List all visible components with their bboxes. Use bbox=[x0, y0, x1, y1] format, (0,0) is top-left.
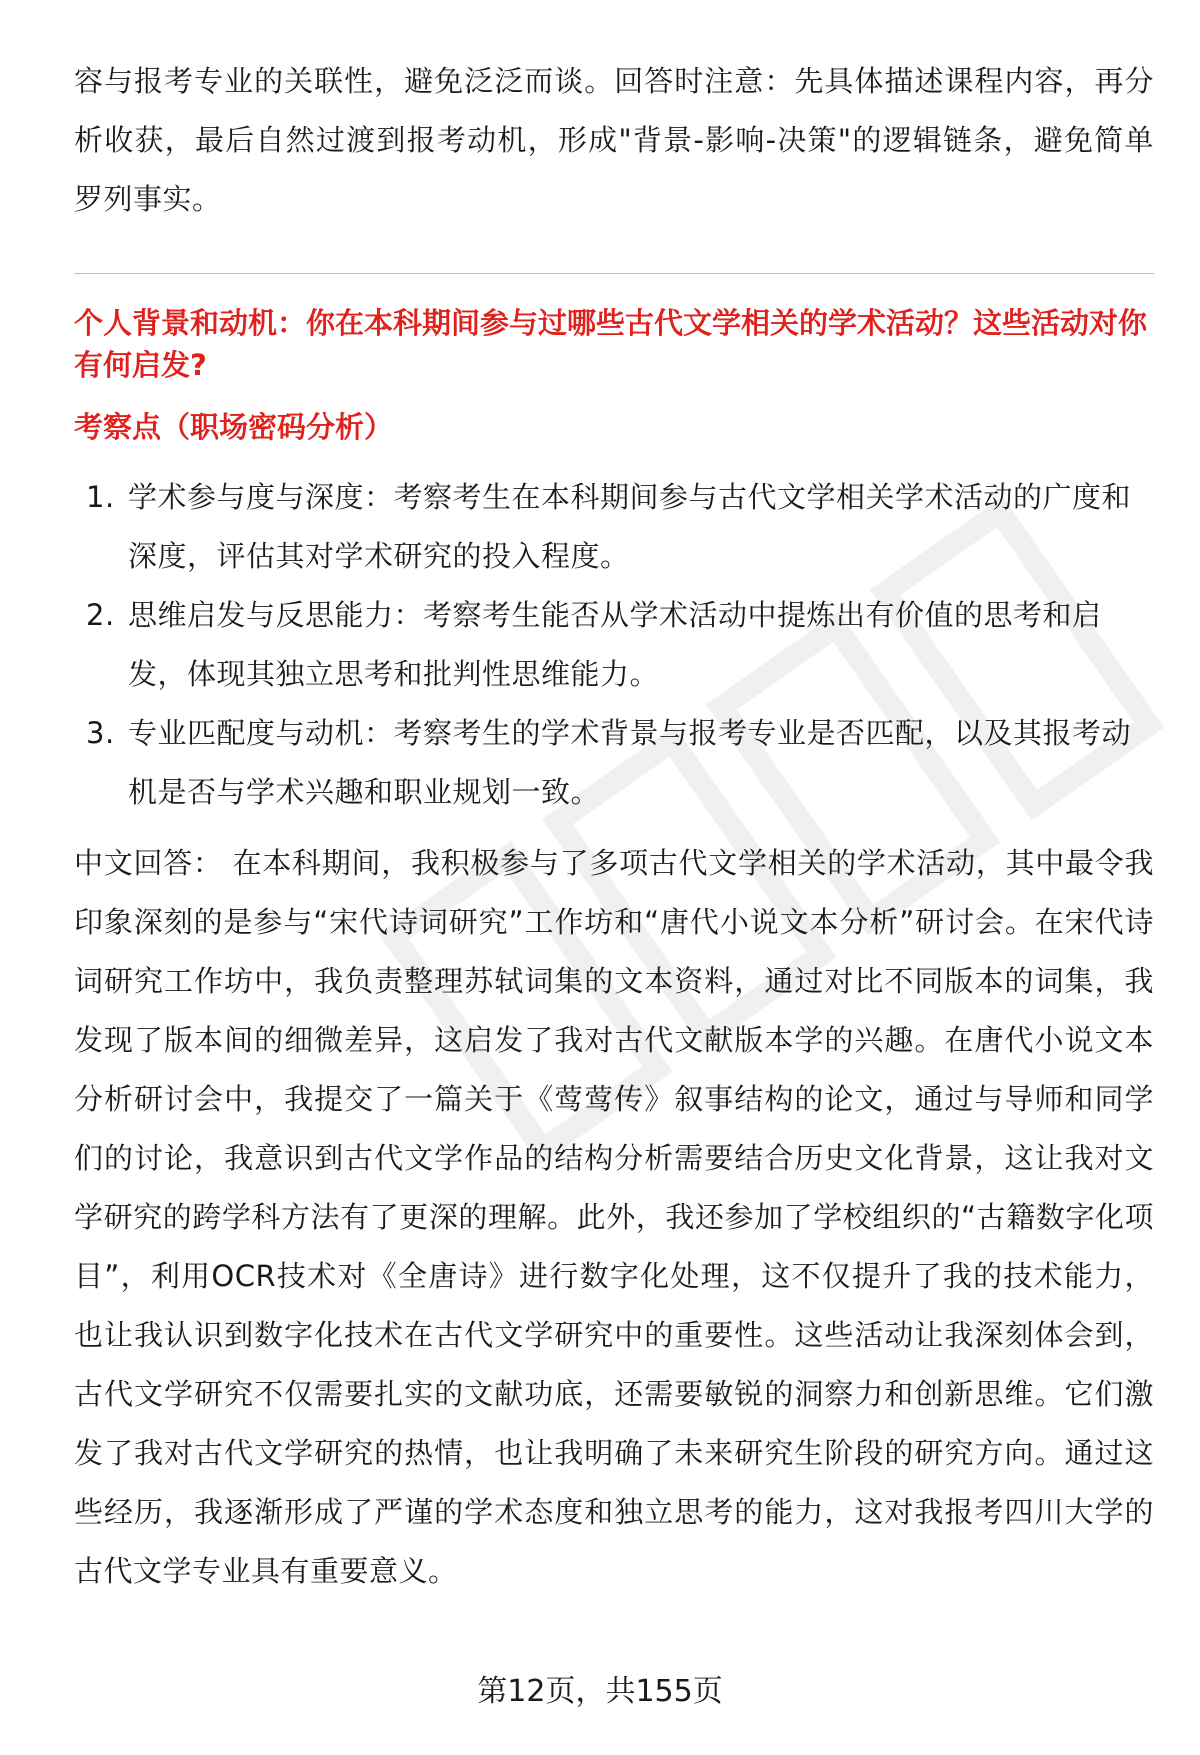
list-item-number: 1. bbox=[86, 480, 115, 514]
answer-paragraph: 中文回答： 在本科期间，我积极参与了多项古代文学相关的学术活动，其中最令我印象深刻的是参与“宋代诗词研究”工作坊和“唐代小说文本分析”研讨会。在宋代诗词研究工作坊中，我负责整理苏轼词集的文本资料，通过对比不同版本的词集，我发现了版本间的细微差异，这启发了我对古代文献版本学的兴趣。在唐代小说文本分析研讨会中，我提交了一篇关于《莺莺传》叙事结构的论文，通过与导师和同学们的讨论，我意识到古代文学作品的结构分析需要结合历史文化背景，这让我对文学研究的跨学科方法有了更深的理解。此外，我还参加了学校组织的“古籍数字化项目”，利用OCR技术对《全唐诗》进行数字化处理，这不仅提升了我的技术能力，也让我认识到数字化技术在古代文学研究中的重要性。这些活动让我深刻体会到，古代文学研究不仅需要扎实的文献功底，还需要敏锐的洞察力和创新思维。它们激发了我对古代文学研究的热情，也让我明确了未来研究生阶段的研究方向。通过这些经历，我逐渐形成了严谨的学术态度和独立思考的能力，这对我报考四川大学的古代文学专业具有重要意义。 bbox=[74, 846, 1154, 1588]
assessment-points-list bbox=[74, 468, 1154, 822]
list-item bbox=[74, 704, 1154, 822]
assessment-points-title: 考察点（职场密码分析） bbox=[74, 410, 394, 444]
list-item-number: 3. bbox=[86, 716, 115, 750]
page-number-footer: 第12页，共155页 bbox=[477, 1674, 723, 1709]
list-item bbox=[74, 586, 1154, 704]
intro-paragraph: 容与报考专业的关联性，避免泛泛而谈。回答时注意：先具体描述课程内容，再分析收获，最后自然过渡到报考动机，形成"背景-影响-决策"的逻辑链条，避免简单罗列事实。 bbox=[74, 64, 1154, 216]
document-page bbox=[74, 52, 1154, 1601]
section-divider bbox=[74, 273, 1154, 274]
question-heading: 个人背景和动机：你在本科期间参与过哪些古代文学相关的学术活动？这些活动对你有何启发? bbox=[74, 306, 1148, 382]
list-item-text: 思维启发与反思能力：考察考生能否从学术活动中提炼出有价值的思考和启发，体现其独立思考和批判性思维能力。 bbox=[128, 598, 1102, 691]
list-item-text: 学术参与度与深度：考察考生在本科期间参与古代文学相关学术活动的广度和深度，评估其对学术研究的投入程度。 bbox=[128, 480, 1132, 573]
list-item-number: 2. bbox=[86, 598, 115, 632]
list-item bbox=[74, 468, 1154, 586]
list-item-text: 专业匹配度与动机：考察考生的学术背景与报考专业是否匹配，以及其报考动机是否与学术兴趣和职业规划一致。 bbox=[128, 716, 1132, 809]
